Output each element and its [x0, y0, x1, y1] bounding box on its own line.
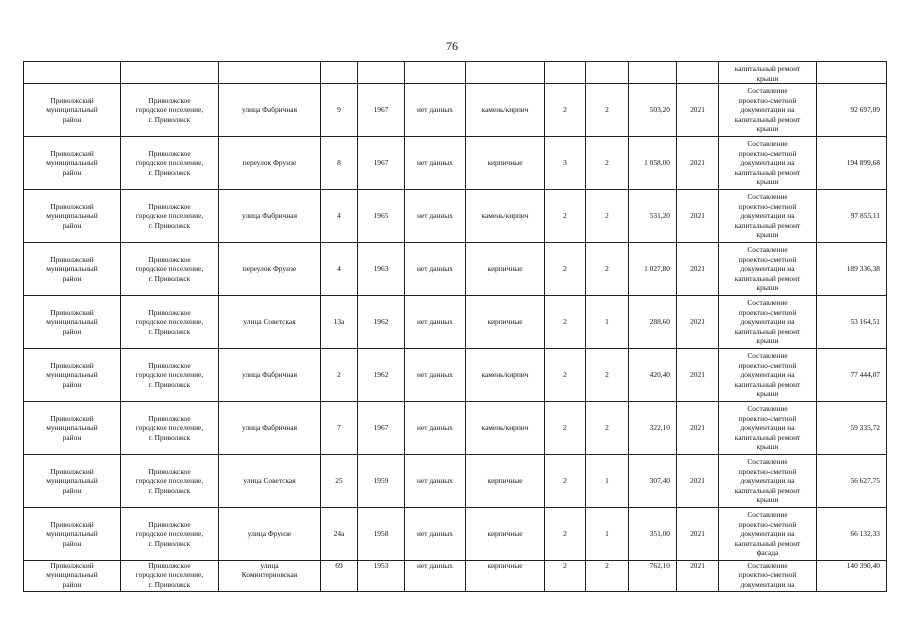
cell-work: [719, 62, 817, 84]
work-text: Составление проектно-сметной документации на капитальный ремонт крыши: [734, 245, 801, 293]
cell-work: [719, 508, 817, 561]
cell-area: [629, 561, 677, 592]
street-text: переулок Фрунзе: [242, 158, 297, 168]
commission-text: нет данных: [417, 561, 453, 570]
district-text: Приволжский муниципальный район: [46, 201, 98, 230]
cell-material: [466, 62, 545, 84]
cell-area: [629, 190, 677, 243]
settlement-text: Приволжское городское поселение, г. Приволжск: [135, 201, 204, 230]
cell-material: [466, 243, 545, 296]
cell-plan-year: [677, 349, 719, 402]
entrances-text: 1: [605, 476, 609, 486]
cell-plan-year: [677, 84, 719, 137]
cell-material: [466, 402, 545, 455]
plan-year-text: 2021: [690, 423, 705, 433]
cell-cost: [817, 62, 887, 84]
cell-plan-year: [677, 137, 719, 190]
plan-year-text: 2021: [690, 561, 705, 570]
cell-year: [358, 296, 405, 349]
street-text: улица Коминтерновская: [241, 561, 298, 580]
year-text: 1967: [373, 105, 389, 115]
cell-entrances: [586, 561, 629, 592]
material-text: кирпичные: [487, 317, 523, 327]
street-text: улица Фабричная: [242, 105, 297, 115]
cell-work: [719, 243, 817, 296]
cell-floors: [545, 190, 586, 243]
cell-cost: [817, 296, 887, 349]
street-text: переулок Фрунзе: [242, 264, 297, 274]
area-text: 531,20: [649, 211, 670, 221]
work-text: Составление проектно-сметной документации на капитальный ремонт фасада: [734, 510, 801, 558]
floors-text: 2: [563, 317, 567, 327]
cell-entrances: [586, 296, 629, 349]
cell-house: [321, 62, 358, 84]
material-text: камень/кирпич: [481, 423, 529, 433]
cell-work: [719, 455, 817, 508]
cell-area: [629, 296, 677, 349]
settlement-text: Приволжское городское поселение, г. Приволжск: [135, 413, 204, 442]
material-text: камень/кирпич: [481, 370, 529, 380]
district-text: Приволжский муниципальный район: [46, 413, 98, 442]
cell-plan-year: [677, 243, 719, 296]
cell-district: [24, 508, 121, 561]
cell-cost: [817, 561, 887, 592]
year-text: 1967: [373, 158, 389, 168]
cell-district: [24, 190, 121, 243]
cell-house: [321, 455, 358, 508]
cell-material: [466, 137, 545, 190]
cell-settlement: [121, 296, 219, 349]
district-text: Приволжский муниципальный район: [46, 466, 98, 495]
area-text: 762,10: [649, 561, 670, 570]
cell-year: [358, 84, 405, 137]
cell-plan-year: [677, 455, 719, 508]
cost-text: 77 444,07: [850, 370, 880, 380]
entrances-text: 2: [605, 561, 609, 570]
cell-commission: [405, 243, 466, 296]
table-row: [24, 137, 887, 190]
cell-year: [358, 402, 405, 455]
cost-text: 66 132,33: [850, 529, 880, 539]
cell-year: [358, 137, 405, 190]
cell-district: [24, 349, 121, 402]
settlement-text: Приволжское городское поселение, г. Приволжск: [135, 519, 204, 548]
cell-entrances: [586, 243, 629, 296]
house-text: 25: [335, 476, 343, 486]
cell-house: [321, 508, 358, 561]
entrances-text: 2: [605, 370, 609, 380]
cell-district: [24, 296, 121, 349]
street-text: улица Фрунзе: [247, 529, 292, 539]
house-text: 4: [337, 211, 341, 221]
cell-house: [321, 349, 358, 402]
cell-district: [24, 402, 121, 455]
cell-work: [719, 84, 817, 137]
area-text: 420,40: [649, 370, 670, 380]
area-text: 1 058,00: [644, 158, 670, 168]
cell-house: [321, 84, 358, 137]
cell-material: [466, 455, 545, 508]
work-text: Составление проектно-сметной документации на капитальный ремонт крыши: [734, 351, 801, 399]
cell-house: [321, 402, 358, 455]
entrances-text: 2: [605, 423, 609, 433]
cell-cost: [817, 402, 887, 455]
house-text: 69: [335, 561, 343, 570]
cell-work: [719, 561, 817, 592]
cell-commission: [405, 349, 466, 402]
district-text: Приволжский муниципальный район: [46, 95, 98, 124]
cell-district: [24, 62, 121, 84]
cell-commission: [405, 137, 466, 190]
cell-settlement: [121, 84, 219, 137]
cell-house: [321, 561, 358, 592]
cell-material: [466, 84, 545, 137]
district-text: Приволжский муниципальный район: [46, 148, 98, 177]
settlement-text: Приволжское городское поселение, г. Приволжск: [135, 307, 204, 336]
cell-plan-year: [677, 190, 719, 243]
house-text: 24а: [333, 529, 345, 539]
street-text: улица Советская: [243, 476, 296, 486]
cell-district: [24, 137, 121, 190]
street-text: улица Фабричная: [242, 211, 297, 221]
cost-text: 189 336,38: [846, 264, 880, 274]
plan-year-text: 2021: [690, 529, 705, 539]
cell-material: [466, 349, 545, 402]
plan-year-text: 2021: [690, 317, 705, 327]
work-text: капитальный ремонт крыши: [734, 64, 801, 83]
district-text: Приволжский муниципальный район: [46, 307, 98, 336]
cell-cost: [817, 137, 887, 190]
cell-commission: [405, 561, 466, 592]
material-text: камень/кирпич: [481, 105, 529, 115]
district-text: Приволжский муниципальный район: [46, 519, 98, 548]
cell-settlement: [121, 349, 219, 402]
street-text: улица Фабричная: [242, 370, 297, 380]
cell-plan-year: [677, 402, 719, 455]
commission-text: нет данных: [417, 370, 453, 380]
commission-text: нет данных: [417, 211, 453, 221]
cell-street: [219, 349, 321, 402]
cell-floors: [545, 349, 586, 402]
cell-plan-year: [677, 561, 719, 592]
cell-commission: [405, 296, 466, 349]
cell-entrances: [586, 62, 629, 84]
cell-area: [629, 455, 677, 508]
cost-text: 59 335,72: [850, 423, 880, 433]
cell-settlement: [121, 243, 219, 296]
cell-settlement: [121, 190, 219, 243]
year-text: 1953: [373, 561, 389, 570]
district-text: Приволжский муниципальный район: [46, 561, 98, 589]
work-text: Составление проектно-сметной документации на капитальный ремонт крыши: [734, 139, 801, 187]
cost-text: 194 899,68: [846, 158, 880, 168]
floors-text: 2: [563, 211, 567, 221]
cell-plan-year: [677, 296, 719, 349]
plan-year-text: 2021: [690, 211, 705, 221]
district-text: Приволжский муниципальный район: [46, 254, 98, 283]
work-text: Составление проектно-сметной документации на капитальный ремонт крыши: [734, 457, 801, 505]
cell-street: [219, 296, 321, 349]
table-row: [24, 402, 887, 455]
commission-text: нет данных: [417, 423, 453, 433]
entrances-text: 2: [605, 105, 609, 115]
floors-text: 2: [563, 529, 567, 539]
cell-floors: [545, 84, 586, 137]
cell-entrances: [586, 137, 629, 190]
cell-house: [321, 190, 358, 243]
material-text: кирпичные: [487, 529, 523, 539]
cell-year: [358, 243, 405, 296]
cell-commission: [405, 190, 466, 243]
material-text: кирпичные: [487, 158, 523, 168]
cell-district: [24, 455, 121, 508]
area-text: 288,60: [649, 317, 670, 327]
year-text: 1958: [373, 529, 389, 539]
cell-commission: [405, 455, 466, 508]
cell-material: [466, 296, 545, 349]
settlement-text: Приволжское городское поселение, г. Приволжск: [135, 95, 204, 124]
cell-commission: [405, 508, 466, 561]
cell-commission: [405, 62, 466, 84]
floors-text: 2: [563, 561, 567, 570]
cell-commission: [405, 402, 466, 455]
cell-work: [719, 402, 817, 455]
cell-house: [321, 243, 358, 296]
cell-street: [219, 561, 321, 592]
settlement-text: Приволжское городское поселение, г. Приволжск: [135, 561, 204, 589]
table-row: [24, 508, 887, 561]
cost-text: 92 697,09: [850, 105, 880, 115]
cell-plan-year: [677, 62, 719, 84]
table-row-continuation: [24, 62, 887, 84]
cell-work: [719, 296, 817, 349]
year-text: 1962: [373, 317, 389, 327]
plan-year-text: 2021: [690, 158, 705, 168]
area-text: 351,00: [649, 529, 670, 539]
cell-street: [219, 402, 321, 455]
commission-text: нет данных: [417, 158, 453, 168]
district-text: Приволжский муниципальный район: [46, 360, 98, 389]
commission-text: нет данных: [417, 105, 453, 115]
cell-street: [219, 455, 321, 508]
floors-text: 2: [563, 105, 567, 115]
commission-text: нет данных: [417, 264, 453, 274]
entrances-text: 2: [605, 264, 609, 274]
cell-area: [629, 84, 677, 137]
table-row: [24, 243, 887, 296]
area-text: 322,10: [649, 423, 670, 433]
table-row: [24, 349, 887, 402]
cell-cost: [817, 455, 887, 508]
work-text: Составление проектно-сметной документации на капитальный ремонт крыши: [734, 404, 801, 452]
area-text: 503,20: [649, 105, 670, 115]
cost-text: 140 390,40: [846, 561, 880, 570]
plan-year-text: 2021: [690, 105, 705, 115]
material-text: кирпичные: [487, 561, 523, 570]
settlement-text: Приволжское городское поселение, г. Приволжск: [135, 360, 204, 389]
street-text: улица Советская: [243, 317, 296, 327]
cell-material: [466, 561, 545, 592]
cell-floors: [545, 508, 586, 561]
cell-street: [219, 137, 321, 190]
commission-text: нет данных: [417, 476, 453, 486]
floors-text: 2: [563, 423, 567, 433]
cost-text: 53 164,51: [850, 317, 880, 327]
cell-entrances: [586, 455, 629, 508]
settlement-text: Приволжское городское поселение, г. Приволжск: [135, 254, 204, 283]
cell-floors: [545, 62, 586, 84]
cell-entrances: [586, 402, 629, 455]
cell-area: [629, 402, 677, 455]
page-number: 76: [446, 39, 458, 53]
cell-cost: [817, 349, 887, 402]
work-text: Составление проектно-сметной документации на капитальный ремонт крыши: [734, 86, 801, 134]
cell-settlement: [121, 508, 219, 561]
cell-floors: [545, 137, 586, 190]
cell-year: [358, 561, 405, 592]
commission-text: нет данных: [417, 529, 453, 539]
year-text: 1967: [373, 423, 389, 433]
work-text: Составление проектно-сметной документации на капитальный ремонт крыши: [734, 192, 801, 240]
plan-year-text: 2021: [690, 370, 705, 380]
cell-floors: [545, 296, 586, 349]
housing-table: [23, 61, 887, 592]
year-text: 1959: [373, 476, 389, 486]
cell-commission: [405, 84, 466, 137]
cell-street: [219, 243, 321, 296]
house-text: 9: [337, 105, 341, 115]
cell-floors: [545, 455, 586, 508]
table-row: [24, 190, 887, 243]
cell-area: [629, 62, 677, 84]
cell-cost: [817, 508, 887, 561]
floors-text: 2: [563, 476, 567, 486]
cost-text: 97 855,11: [850, 211, 880, 221]
cell-floors: [545, 402, 586, 455]
cell-street: [219, 190, 321, 243]
plan-year-text: 2021: [690, 264, 705, 274]
cell-material: [466, 508, 545, 561]
cell-entrances: [586, 349, 629, 402]
cell-material: [466, 190, 545, 243]
floors-text: 2: [563, 370, 567, 380]
entrances-text: 2: [605, 158, 609, 168]
cell-work: [719, 349, 817, 402]
cell-work: [719, 137, 817, 190]
cell-district: [24, 84, 121, 137]
cell-entrances: [586, 190, 629, 243]
cell-floors: [545, 561, 586, 592]
material-text: кирпичные: [487, 476, 523, 486]
cell-entrances: [586, 84, 629, 137]
entrances-text: 1: [605, 317, 609, 327]
area-text: 307,40: [649, 476, 670, 486]
year-text: 1963: [373, 264, 389, 274]
cell-street: [219, 62, 321, 84]
cell-year: [358, 190, 405, 243]
material-text: камень/кирпич: [481, 211, 529, 221]
table-row: [24, 296, 887, 349]
cell-house: [321, 296, 358, 349]
plan-year-text: 2021: [690, 476, 705, 486]
cell-house: [321, 137, 358, 190]
year-text: 1962: [373, 370, 389, 380]
floors-text: 2: [563, 264, 567, 274]
cell-plan-year: [677, 508, 719, 561]
cell-settlement: [121, 62, 219, 84]
cell-year: [358, 349, 405, 402]
cell-year: [358, 508, 405, 561]
table-row: [24, 561, 887, 592]
cell-work: [719, 190, 817, 243]
commission-text: нет данных: [417, 317, 453, 327]
cell-cost: [817, 84, 887, 137]
street-text: улица Фабричная: [242, 423, 297, 433]
house-text: 13а: [333, 317, 345, 327]
cell-settlement: [121, 402, 219, 455]
cell-year: [358, 455, 405, 508]
work-text: Составление проектно-сметной документации на: [738, 561, 797, 589]
entrances-text: 2: [605, 211, 609, 221]
settlement-text: Приволжское городское поселение, г. Приволжск: [135, 148, 204, 177]
cell-cost: [817, 190, 887, 243]
cell-area: [629, 137, 677, 190]
material-text: кирпичные: [487, 264, 523, 274]
area-text: 1 027,80: [644, 264, 670, 274]
cell-district: [24, 561, 121, 592]
cell-street: [219, 84, 321, 137]
cell-cost: [817, 243, 887, 296]
table-row: [24, 84, 887, 137]
cell-floors: [545, 243, 586, 296]
cell-area: [629, 243, 677, 296]
cell-year: [358, 62, 405, 84]
cell-area: [629, 349, 677, 402]
settlement-text: Приволжское городское поселение, г. Приволжск: [135, 466, 204, 495]
year-text: 1965: [373, 211, 389, 221]
cell-entrances: [586, 508, 629, 561]
cell-area: [629, 508, 677, 561]
table-row: [24, 455, 887, 508]
cell-district: [24, 243, 121, 296]
house-text: 4: [337, 264, 341, 274]
entrances-text: 1: [605, 529, 609, 539]
house-text: 7: [337, 423, 341, 433]
house-text: 8: [337, 158, 341, 168]
floors-text: 3: [563, 158, 567, 168]
house-text: 2: [337, 370, 341, 380]
cell-street: [219, 508, 321, 561]
cost-text: 56 627,75: [850, 476, 880, 486]
cell-settlement: [121, 137, 219, 190]
cell-settlement: [121, 561, 219, 592]
cell-settlement: [121, 455, 219, 508]
work-text: Составление проектно-сметной документации на капитальный ремонт крыши: [734, 298, 801, 346]
